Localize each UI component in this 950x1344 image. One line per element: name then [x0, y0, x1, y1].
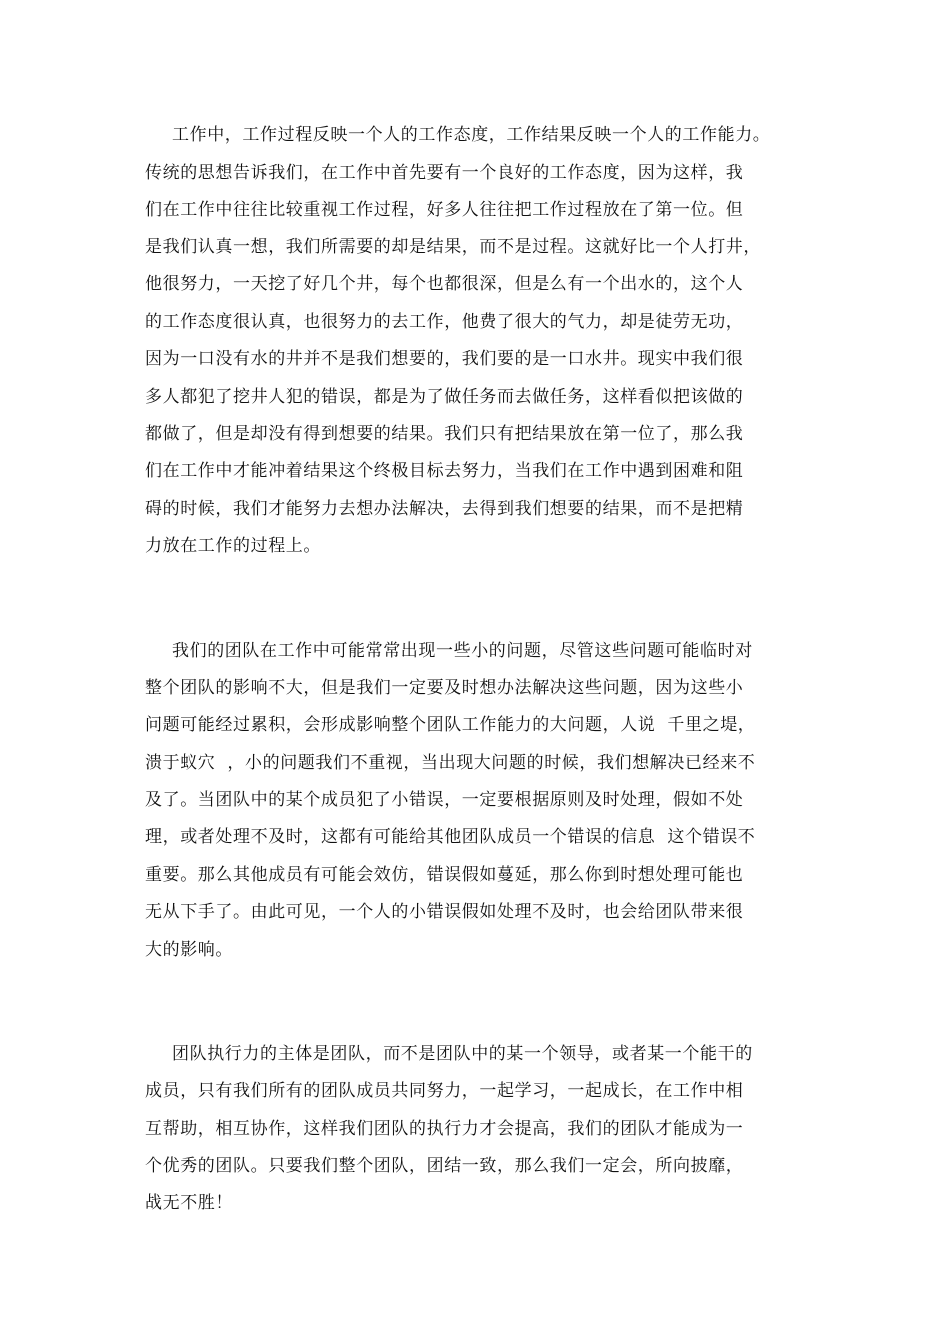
- paragraph-2-line-2: 整个团队的影响不大，但是我们一定要及时想办法解决这些问题，因为这些小: [145, 678, 744, 698]
- paragraph-2-line-9: 大的影响。: [145, 940, 233, 960]
- paragraph-2-line-4: 溃于蚁穴 ，小的问题我们不重视，当出现大问题的时候，我们想解决已经来不: [145, 753, 756, 773]
- paragraph-1-line-5: 他很努力，一天挖了好几个井，每个也都很深，但是么有一个出水的，这个人: [145, 274, 744, 294]
- paragraph-2-line-3: 问题可能经过累积，会形成影响整个团队工作能力的大问题，人说 千里之堤，: [145, 715, 756, 735]
- paragraph-3-line-5: 战无不胜！: [145, 1193, 233, 1213]
- paragraph-1-line-3: 们在工作中往往比较重视工作过程，好多人往往把工作过程放在了第一位。但: [145, 200, 744, 220]
- paragraph-2-line-7: 重要。那么其他成员有可能会效仿，错误假如蔓延，那么你到时想处理可能也: [145, 865, 744, 885]
- paragraph-1-line-10: 们在工作中才能冲着结果这个终极目标去努力，当我们在工作中遇到困难和阻: [145, 461, 744, 481]
- paragraph-1-line-7: 因为一口没有水的井并不是我们想要的，我们要的是一口水井。现实中我们很: [145, 349, 744, 369]
- paragraph-1-line-1: 工作中，工作过程反映一个人的工作态度，工作结果反映一个人的工作能力。: [172, 125, 771, 145]
- paragraph-3-line-1: 团队执行力的主体是团队，而不是团队中的某一个领导，或者某一个能干的: [172, 1044, 753, 1064]
- paragraph-3-line-4: 个优秀的团队。只要我们整个团队，团结一致，那么我们一定会，所向披靡，: [145, 1156, 744, 1176]
- paragraph-1-line-11: 碍的时候，我们才能努力去想办法解决，去得到我们想要的结果，而不是把精: [145, 499, 744, 519]
- paragraph-1-line-2: 传统的思想告诉我们，在工作中首先要有一个良好的工作态度，因为这样，我: [145, 163, 744, 183]
- paragraph-1-line-12: 力放在工作的过程上。: [145, 536, 321, 556]
- paragraph-1-line-6: 的工作态度很认真，也很努力的去工作，他费了很大的气力，却是徒劳无功，: [145, 312, 744, 332]
- paragraph-3-line-3: 互帮助，相互协作，这样我们团队的执行力才会提高，我们的团队才能成为一: [145, 1119, 744, 1139]
- paragraph-2-line-5: 及了。当团队中的某个成员犯了小错误，一定要根据原则及时处理，假如不处: [145, 790, 744, 810]
- paragraph-1-line-8: 多人都犯了挖井人犯的错误，都是为了做任务而去做任务，这样看似把该做的: [145, 387, 744, 407]
- paragraph-3-line-2: 成员，只有我们所有的团队成员共同努力，一起学习，一起成长，在工作中相: [145, 1081, 744, 1101]
- paragraph-2-line-8: 无从下手了。由此可见，一个人的小错误假如处理不及时，也会给团队带来很: [145, 902, 744, 922]
- paragraph-1-line-9: 都做了，但是却没有得到想要的结果。我们只有把结果放在第一位了，那么我: [145, 424, 744, 444]
- paragraph-2-line-6: 理，或者处理不及时，这都有可能给其他团队成员一个错误的信息 这个错误不: [145, 827, 756, 847]
- paragraph-2-line-1: 我们的团队在工作中可能常常出现一些小的问题，尽管这些问题可能临时对: [172, 641, 753, 661]
- paragraph-1-line-4: 是我们认真一想，我们所需要的却是结果，而不是过程。这就好比一个人打井，: [145, 237, 761, 257]
